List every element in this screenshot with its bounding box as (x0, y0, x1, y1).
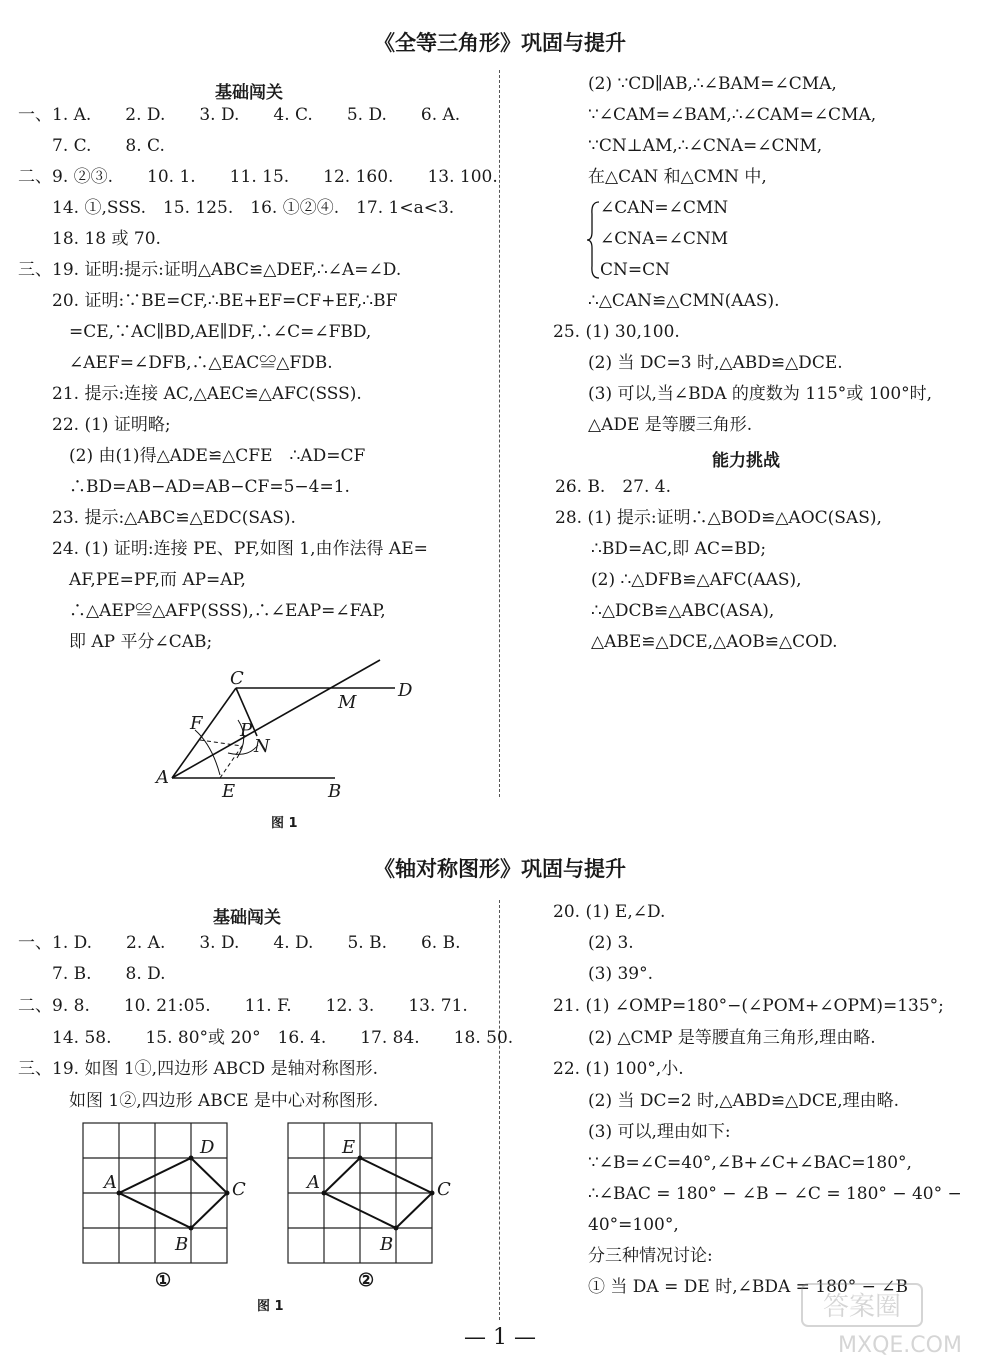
answer-line: (3) 可以,当∠BDA 的度数为 115°或 100°时, (588, 384, 933, 404)
point-label-f: F (190, 713, 203, 734)
answer-line: 18. 18 或 70. (18, 229, 161, 249)
answer-line: 20. 证明:∵BE=CF,∴BE+EF=CF+EF,∴BF (18, 291, 398, 311)
answer-line: 23. 提示:△ABC≌△EDC(SAS). (18, 508, 296, 528)
column-divider (499, 70, 500, 797)
answer-line: 在△CAN 和△CMN 中, (588, 167, 767, 187)
answer-line: ∴△AEP≌△AFP(SSS),∴∠EAP=∠FAP, (18, 601, 386, 621)
point-label-p: P (240, 720, 253, 741)
answer-line: (3) 39°. (588, 964, 654, 984)
svg-text:MXQE.COM: MXQE.COM (838, 1333, 962, 1358)
answer-line: 24. (1) 证明:连接 PE、PF,如图 1,由作法得 AE= (18, 539, 428, 559)
answer-line: 一、1. D. 2. A. 3. D. 4. D. 5. B. 6. B. (18, 933, 461, 953)
answer-line: 即 AP 平分∠CAB; (18, 632, 213, 652)
figure-caption: 图 1 (257, 1299, 284, 1314)
section1-left-heading: 基础闯关 (215, 83, 283, 103)
point-label-a: A (307, 1172, 320, 1193)
section1-title: 《全等三角形》巩固与提升 (374, 31, 626, 55)
answer-line: (2) △CMP 是等腰直角三角形,理由略. (588, 1028, 876, 1048)
dashed-ep (220, 746, 242, 778)
answer-line: ∴△CAN≌△CMN(AAS). (588, 291, 780, 311)
answer-line: △ADE 是等腰三角形. (588, 415, 753, 435)
answer-line: (2) 3. (588, 933, 634, 953)
segment-ac (172, 688, 236, 778)
figure-sub-label: ② (358, 1270, 375, 1291)
figure-sub-label: ① (155, 1270, 172, 1291)
point-label-b: B (175, 1234, 189, 1255)
point-label-c: C (437, 1179, 451, 1200)
grid-figure-2 (287, 1122, 437, 1267)
answer-line: 14. 58. 15. 80°或 20° 16. 4. 17. 84. 18. 50. (18, 1028, 514, 1048)
answer-line: ∵∠B=∠C=40°,∠B+∠C+∠BAC=180°, (588, 1153, 912, 1173)
point-label-d: D (398, 680, 413, 701)
answer-line: 22. (1) 证明略; (18, 415, 171, 435)
answer-line: (2) 由(1)得△ADE≌△CFE ∴AD=CF (18, 446, 366, 466)
point-label-n: N (254, 736, 270, 757)
answer-line: CN=CN (600, 260, 671, 280)
point-label-d: D (200, 1137, 215, 1158)
answer-line: 25. (1) 30,100. (553, 322, 680, 342)
answer-line: (2) 当 DC=2 时,△ABD≌△DCE,理由略. (588, 1091, 900, 1111)
point-label-c: C (230, 668, 244, 689)
answer-line: 21. 提示:连接 AC,△AEC≌△AFC(SSS). (18, 384, 362, 404)
answer-line: 一、1. A. 2. D. 3. D. 4. C. 5. D. 6. A. (18, 105, 461, 125)
section2-title: 《轴对称图形》巩固与提升 (374, 857, 626, 881)
point-label-e: E (342, 1137, 356, 1158)
answer-line: ∠AEF=∠DFB,∴△EAC≌△FDB. (18, 353, 333, 373)
answer-line: 26. B. 27. 4. (555, 477, 671, 497)
ray-am (172, 660, 380, 778)
answer-line: 二、9. ②③. 10. 1. 11. 15. 12. 160. 13. 100. (18, 167, 498, 187)
answer-line: △ABE≌△DCE,△AOB≌△COD. (591, 632, 838, 652)
answer-line: 二、9. 8. 10. 21:05. 11. F. 12. 3. 13. 71. (18, 996, 468, 1016)
point-label-c: C (232, 1179, 246, 1200)
svg-text:答案圈: 答案圈 (822, 1292, 902, 1322)
answer-line: ① 当 DA = DE 时,∠BDA = 180° − ∠B (588, 1277, 909, 1297)
answer-line: AF,PE=PF,而 AP=AP, (18, 570, 246, 590)
answer-line: ∠CAN=∠CMN (600, 198, 729, 218)
page-number: — 1 — (464, 1325, 536, 1350)
answer-line: (2) ∴△DFB≌△AFC(AAS), (591, 570, 802, 590)
answer-line: ∠CNA=∠CNM (600, 229, 729, 249)
column-divider (499, 900, 500, 1320)
answer-line: 22. (1) 100°,小. (553, 1059, 684, 1079)
answer-line: (2) ∵CD∥AB,∴∠BAM=∠CMA, (588, 74, 837, 94)
answer-line: 如图 1②,四边形 ABCE 是中心对称图形. (18, 1091, 379, 1111)
section1-right-heading: 能力挑战 (712, 451, 780, 471)
answer-line: 7. C. 8. C. (18, 136, 165, 156)
figure-caption: 图 1 (271, 816, 298, 831)
answer-line: 三、19. 如图 1①,四边形 ABCD 是轴对称图形. (18, 1059, 378, 1079)
point-label-b: B (328, 781, 342, 802)
answer-line: ∴BD=AC,即 AC=BD; (591, 539, 767, 559)
section2-left-heading: 基础闯关 (213, 908, 281, 928)
answer-line: ∴∠BAC = 180° − ∠B − ∠C = 180° − 40° − (588, 1184, 962, 1204)
answer-line: 三、19. 证明:提示:证明△ABC≌△DEF,∴∠A=∠D. (18, 260, 402, 280)
point-label-a: A (104, 1172, 117, 1193)
answer-line: ∴△DCB≌△ABC(ASA), (591, 601, 775, 621)
answer-line: 20. (1) E,∠D. (553, 902, 666, 922)
answer-line: 28. (1) 提示:证明∴△BOD≌△AOC(SAS), (555, 508, 882, 528)
point-label-m: M (338, 692, 357, 713)
answer-line: (2) 当 DC=3 时,△ABD≌△DCE. (588, 353, 843, 373)
answer-line: 21. (1) ∠OMP=180°−(∠POM+∠OPM)=135°; (553, 996, 944, 1016)
answer-line: ∴BD=AB−AD=AB−CF=5−4=1. (18, 477, 350, 497)
answer-line: (3) 可以,理由如下: (588, 1122, 731, 1142)
answer-line: 40°=100°, (588, 1215, 679, 1235)
answer-line: ∵CN⊥AM,∴∠CNA=∠CNM, (588, 136, 823, 156)
answer-line: 7. B. 8. D. (18, 964, 166, 984)
point-label-b: B (380, 1234, 394, 1255)
point-label-e: E (222, 781, 236, 802)
answer-line: ∵∠CAM=∠BAM,∴∠CAM=∠CMA, (588, 105, 877, 125)
answer-line: 分三种情况讨论: (588, 1246, 713, 1266)
answer-line: 14. ①,SSS. 15. 125. 16. ①②④. 17. 1<a<3. (18, 198, 455, 218)
point-label-a: A (156, 767, 169, 788)
answer-line: =CE,∵AC∥BD,AE∥DF,∴∠C=∠FBD, (18, 322, 372, 342)
watermark-logo (800, 1280, 995, 1360)
